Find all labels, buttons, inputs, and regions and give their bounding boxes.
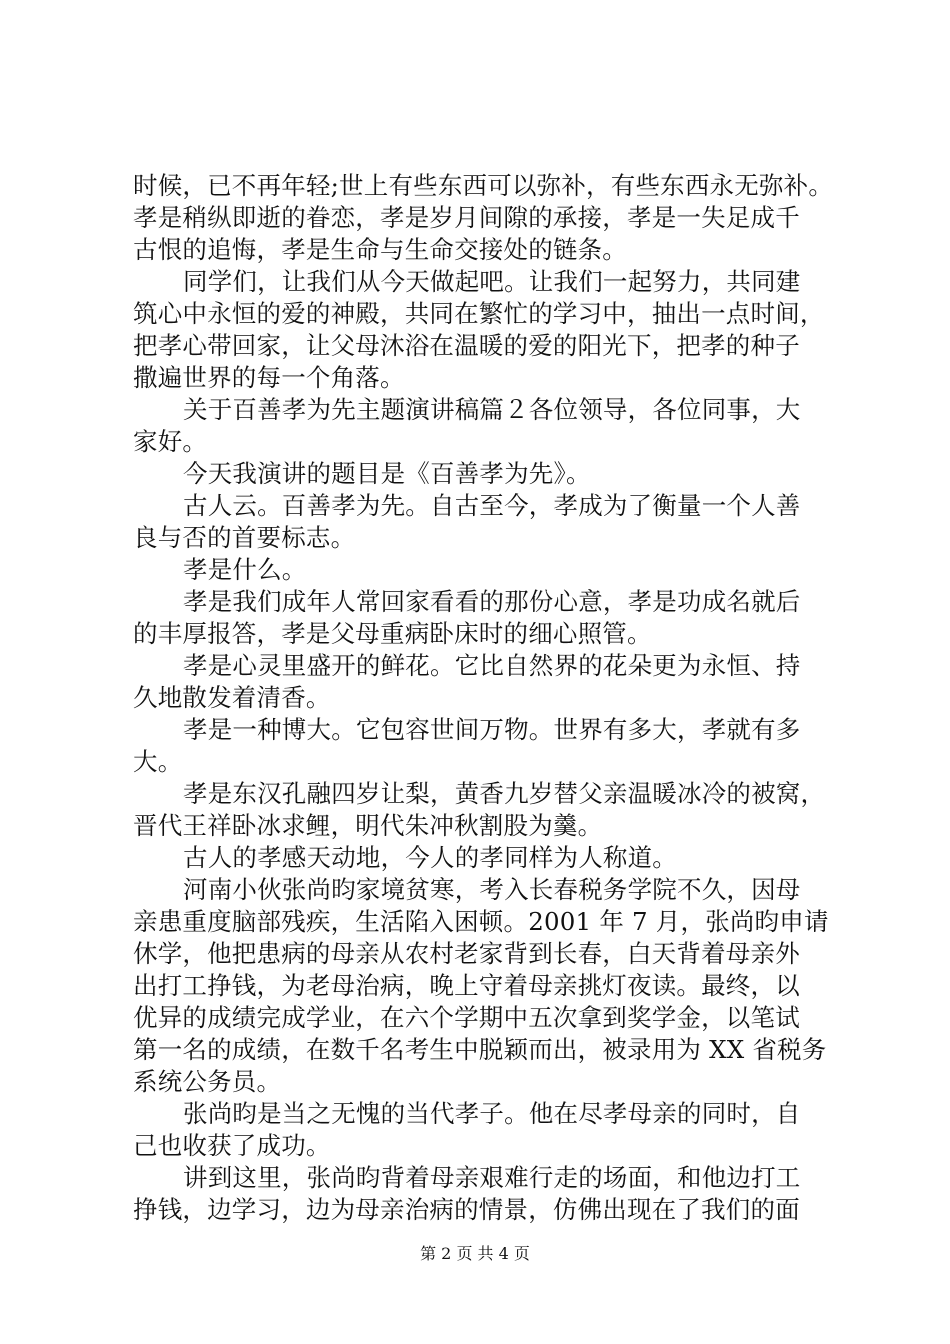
text-line: 第一名的成绩，在数千名考生中脱颖而出，被录用为 XX 省税务 [133,1035,827,1064]
text-line: 系统公务员。 [133,1067,282,1096]
text-line: 把孝心带回家，让父母沐浴在温暖的爱的阳光下，把孝的种子 [133,331,800,360]
text-line: 撒遍世界的每一个角落。 [133,363,405,392]
text-line: 晋代王祥卧冰求鲤，明代朱冲秋割股为羹。 [133,811,603,840]
text-line: 优异的成绩完成学业，在六个学期中五次拿到奖学金，以笔试 [133,1003,800,1032]
text-line: 休学，他把患病的母亲从农村老家背到长春，白天背着母亲外 [133,939,800,968]
text-line: 出打工挣钱，为老母治病，晚上守着母亲挑灯夜读。最终，以 [133,971,800,1000]
page-number-footer: 第 2 页 共 4 页 [420,1244,530,1263]
text-line: 古恨的追悔，孝是生命与生命交接处的链条。 [133,235,627,264]
text-line: 家好。 [133,427,208,456]
text-line: 亲患重度脑部残疾，生活陷入困顿。2001 年 7 月，张尚昀申请 [133,907,829,936]
text-line: 久地散发着清香。 [133,683,331,712]
paragraph-start-line: 今天我演讲的题目是《百善孝为先》。 [183,459,591,488]
body-text [133,170,833,1226]
paragraph-start-line: 孝是东汉孔融四岁让梨，黄香九岁替父亲温暖冰冷的被窝， [183,779,826,808]
text-line: 大。 [133,747,183,776]
text-line: 时候，已不再年轻;世上有些东西可以弥补，有些东西永无弥补。 [133,171,834,200]
text-line: 筑心中永恒的爱的神殿，共同在繁忙的学习中，抽出一点时间， [133,299,825,328]
text-line: 孝是稍纵即逝的眷恋，孝是岁月间隙的承接，孝是一失足成千 [133,203,800,232]
paragraph-start-line: 讲到这里，张尚昀背着母亲艰难行走的场面，和他边打工 [183,1163,801,1192]
paragraph-start-line: 孝是心灵里盛开的鲜花。它比自然界的花朵更为永恒、持 [183,651,801,680]
text-line: 的丰厚报答，孝是父母重病卧床时的细心照管。 [133,619,652,648]
text-line: 良与否的首要标志。 [133,523,356,552]
paragraph-start-line: 孝是一种博大。它包容世间万物。世界有多大，孝就有多 [183,715,801,744]
paragraph-start-line: 古人云。百善孝为先。自古至今，孝成为了衡量一个人善 [183,491,801,520]
paragraph-start-line: 孝是我们成年人常回家看看的那份心意，孝是功成名就后 [183,587,801,616]
text-line: 己也收获了成功。 [133,1131,331,1160]
paragraph-start-line: 同学们，让我们从今天做起吧。让我们一起努力，共同建 [183,267,801,296]
paragraph-start-line: 孝是什么。 [183,555,307,584]
text-line: 挣钱，边学习，边为母亲治病的情景，仿佛出现在了我们的面 [133,1195,800,1224]
paragraph-start-line: 河南小伙张尚昀家境贫寒，考入长春税务学院不久，因母 [183,875,801,904]
paragraph-start-line: 古人的孝感天动地，今人的孝同样为人称道。 [183,843,677,872]
paragraph-start-line: 关于百善孝为先主题演讲稿篇２各位领导，各位同事，大 [183,395,801,424]
paragraph-start-line: 张尚昀是当之无愧的当代孝子。他在尽孝母亲的同时，自 [183,1099,801,1128]
